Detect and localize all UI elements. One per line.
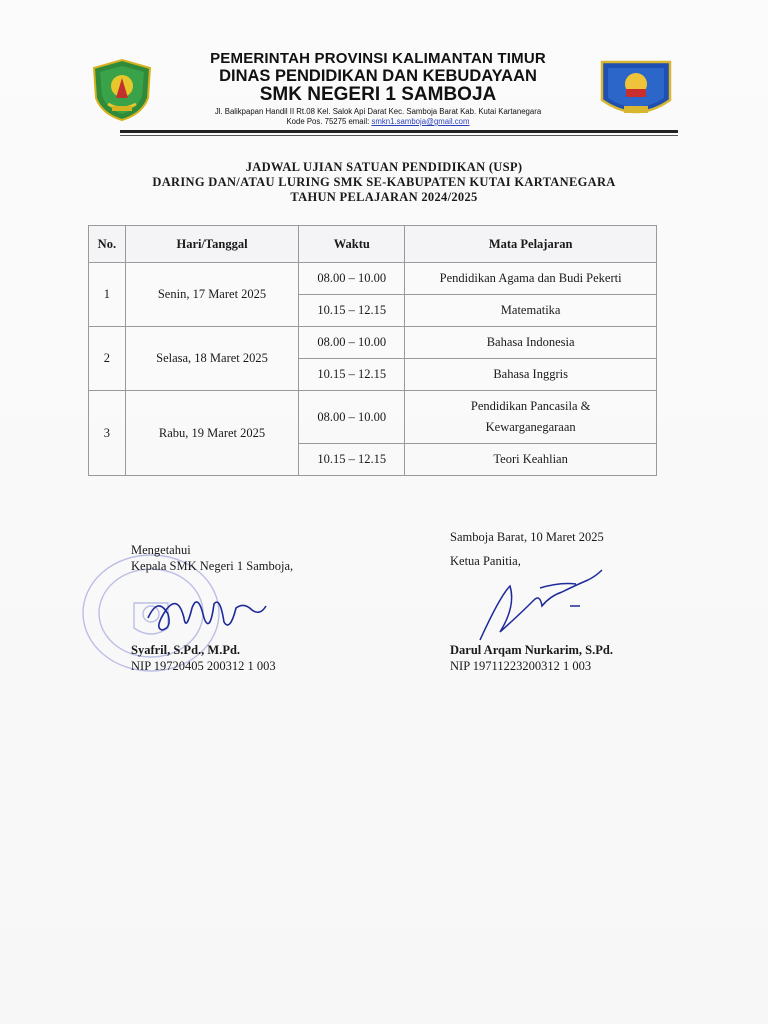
header-time: Waktu bbox=[299, 226, 405, 263]
postal-line bbox=[162, 117, 594, 127]
title-line-3: TAHUN PELAJARAN 2024/2025 bbox=[290, 190, 478, 204]
letterhead-rule-thin bbox=[120, 135, 678, 136]
session-time: 08.00 – 10.00 bbox=[299, 391, 405, 444]
committee-chair-signature bbox=[470, 566, 610, 646]
department-line: DINAS PENDIDIKAN DAN KEBUDAYAAN bbox=[219, 67, 537, 85]
headmaster-signature bbox=[140, 588, 270, 638]
chair-role: Ketua Panitia, bbox=[450, 554, 521, 568]
session-time: 08.00 – 10.00 bbox=[299, 327, 405, 359]
email-link[interactable]: smkn1.samboja@gmail.com bbox=[371, 117, 470, 126]
postal-code: Kode Pos. 75275 email: bbox=[286, 117, 370, 126]
headmaster-name: Syafril, S.Pd., M.Pd. bbox=[131, 643, 241, 657]
header-no: No. bbox=[89, 226, 126, 263]
government-line: PEMERINTAH PROVINSI KALIMANTAN TIMUR bbox=[210, 50, 546, 67]
session-subject-line: Pendidikan Pancasila & bbox=[470, 399, 591, 413]
session-time: 10.15 – 12.15 bbox=[299, 444, 405, 476]
acknowledged-label: Mengetahui bbox=[131, 543, 191, 557]
address-line: Jl. Balikpapan Handil II Rt.08 Kel. Salok Api Darat Kec. Samboja Barat Kab. Kutai Kartanegara bbox=[214, 107, 542, 116]
provincial-emblem-icon bbox=[90, 58, 154, 122]
table-row bbox=[89, 263, 657, 295]
exam-schedule-table bbox=[88, 225, 657, 476]
document-title bbox=[60, 160, 708, 205]
row-day: Selasa, 18 Maret 2025 bbox=[125, 327, 299, 391]
headmaster-nip: NIP 19720405 200312 1 003 bbox=[131, 659, 276, 673]
title-line-1: JADWAL UJIAN SATUAN PENDIDIKAN (USP) bbox=[245, 160, 523, 174]
place-date: Samboja Barat, 10 Maret 2025 bbox=[450, 530, 604, 544]
row-number: 3 bbox=[89, 391, 126, 476]
session-subject-line: Kewarganegaraan bbox=[485, 420, 576, 434]
session-time: 10.15 – 12.15 bbox=[299, 295, 405, 327]
session-subject bbox=[405, 391, 657, 444]
session-subject: Pendidikan Agama dan Budi Pekerti bbox=[405, 263, 657, 295]
school-name: SMK NEGERI 1 SAMBOJA bbox=[259, 84, 497, 105]
session-subject: Matematika bbox=[405, 295, 657, 327]
chair-heading bbox=[450, 529, 604, 569]
table-row bbox=[89, 391, 657, 444]
session-subject: Teori Keahlian bbox=[405, 444, 657, 476]
table-row bbox=[89, 327, 657, 359]
school-emblem-icon bbox=[596, 56, 676, 124]
row-day: Senin, 17 Maret 2025 bbox=[125, 263, 299, 327]
row-day: Rabu, 19 Maret 2025 bbox=[125, 391, 299, 476]
header-subject: Mata Pelajaran bbox=[405, 226, 657, 263]
table-header-row bbox=[89, 226, 657, 263]
row-number: 2 bbox=[89, 327, 126, 391]
row-number: 1 bbox=[89, 263, 126, 327]
letterhead-rule bbox=[120, 130, 678, 133]
session-time: 10.15 – 12.15 bbox=[299, 359, 405, 391]
chair-identity bbox=[450, 642, 613, 674]
headmaster-title: Kepala SMK Negeri 1 Samboja, bbox=[131, 559, 294, 573]
session-subject: Bahasa Inggris bbox=[405, 359, 657, 391]
headmaster-identity bbox=[131, 642, 276, 674]
title-line-2: DARING DAN/ATAU LURING SMK SE-KABUPATEN KUTAI KARTANEGARA bbox=[152, 175, 616, 189]
letterhead bbox=[86, 50, 686, 130]
chair-name: Darul Arqam Nurkarim, S.Pd. bbox=[450, 643, 613, 657]
session-time: 08.00 – 10.00 bbox=[299, 263, 405, 295]
header-day: Hari/Tanggal bbox=[125, 226, 299, 263]
session-subject: Bahasa Indonesia bbox=[405, 327, 657, 359]
headmaster-approval bbox=[131, 542, 293, 574]
chair-nip: NIP 19711223200312 1 003 bbox=[450, 659, 592, 673]
